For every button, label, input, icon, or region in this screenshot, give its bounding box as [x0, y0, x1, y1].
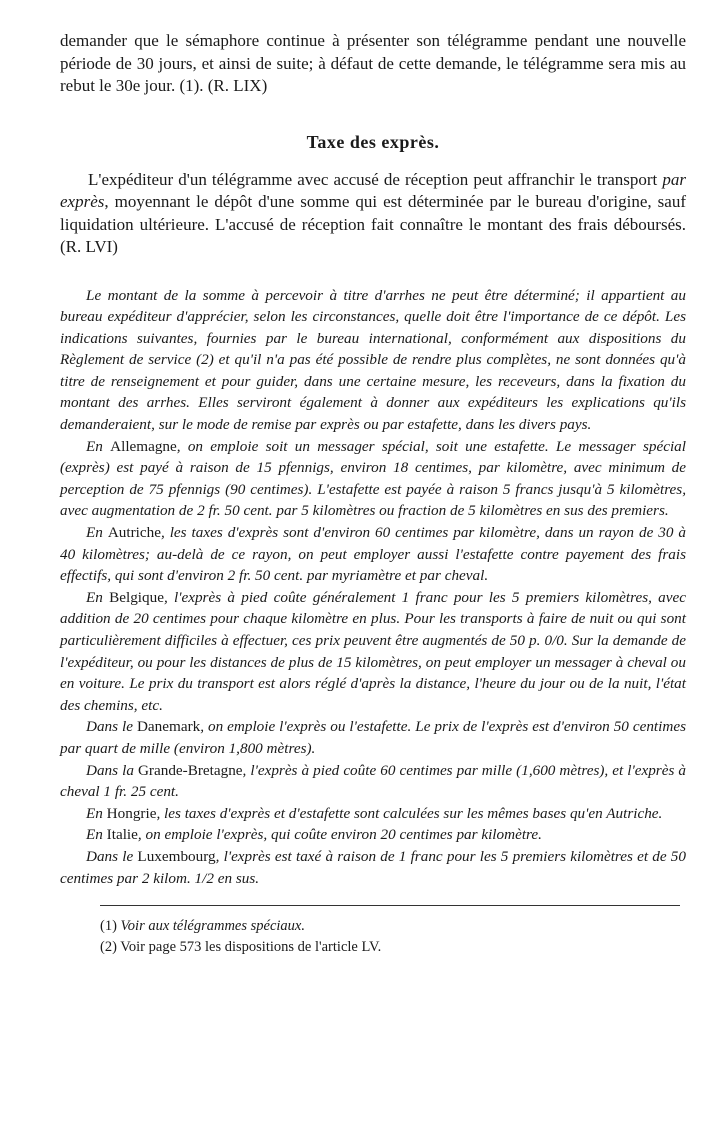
note-hongrie [60, 803, 686, 825]
footnote-lead: Voir page 573 [120, 939, 202, 956]
note-italie [60, 824, 686, 846]
section-heading: Taxe des exprès. [306, 131, 440, 152]
country-name: Danemark [136, 718, 201, 736]
note-text: , les taxes d'exprès sont d'environ 60 centimes par kilomètre, dans un rayon de 30 à 40 kilomètres; au-delà de ce rayon, on peut employer aussi l'estafette contre payement des frais effectifs, qui sont d'environ 2 fr. 50 cent. par myriamètre et par cheval. [60, 524, 686, 585]
footnote-text: Voir aux télégrammes spéciaux. [120, 918, 305, 935]
country-name: Grande-Bretagne [137, 761, 243, 779]
page [60, 30, 686, 958]
notes-block [60, 285, 686, 890]
main-paragraph-emphasis: par exprès [60, 169, 686, 211]
country-name: Luxembourg [137, 847, 216, 865]
note-luxembourg [60, 846, 686, 889]
note-lead: Dans le [86, 847, 138, 865]
note-text: , on emploie l'exprès, qui coûte environ 20 centimes par kilomètre. [137, 826, 542, 844]
note-lead: En [86, 588, 110, 606]
country-name: Hongrie [106, 804, 157, 822]
note-text: , les taxes d'exprès et d'estafette sont calculées sur les mêmes bases qu'en Autriche. [156, 804, 663, 822]
note-lead: Dans le [86, 718, 137, 736]
intro-paragraph: demander que le sémaphore continue à présenter son télégramme pendant une nouvelle période de 30 jours, et ainsi de suite; à défaut de cette demande, le télégramme sera mis au rebut le 30e jour. (1). (R. LIX) [60, 31, 686, 95]
note-lead: En [86, 826, 107, 844]
main-paragraph [60, 169, 686, 259]
note-danemark [60, 716, 686, 759]
footnote-text: les dispositions de l'article LV. [205, 939, 382, 956]
note-allemagne [60, 436, 686, 522]
note-text: Le montant de la somme à percevoir à titre d'arrhes ne peut être déterminé; il appartient au bureau expéditeur d'apprécier, selon les circonstances, quelle doit être l'importance de ce dépôt. Les indications suivantes, fournies par le bureau international, conformément aux dispositions du Règlement de service (2) et qu'il n'a pas été possible de rendre plus complètes, ne sont données qu'à titre de renseignement et pour guider, dans une certaine mesure, les receveurs, dans la fixation du montant des arrhes. Elles serviront également à donner aux expéditeurs les explications qu'ils demanderaient, sur le mode de remise par exprès ou par estafette, dans les divers pays. [60, 286, 686, 434]
note-belgique [60, 587, 686, 717]
note-text: , on emploie soit un messager spécial, soit une estafette. Le messager spécial (exprès) est payé à raison de 15 pfennigs, environ 18 centimes, par kilomètre, avec minimum de perception de 75 pfennigs (90 centimes). L'estafette est payée à raison 5 francs jusqu'à 5 kilomètres, avec augmentation de 2 fr. 50 cent. par 5 kilomètres ou fraction de 5 kilomètres en sus des premiers. [60, 437, 686, 520]
country-name: Belgique [109, 588, 164, 606]
note-text: , l'exprès à pied coûte 60 centimes par mille (1,600 mètres), et l'exprès à cheval 1 fr. 25 cent. [60, 761, 686, 801]
note-autriche [60, 522, 686, 587]
note-paragraph [60, 285, 686, 436]
main-paragraph-before: L'expéditeur d'un télégramme avec accusé de réception peut affranchir le transport [88, 169, 663, 189]
footnote-2 [100, 937, 686, 958]
country-name: Italie [106, 826, 138, 844]
note-lead: En [86, 524, 108, 542]
footnote-divider [100, 905, 680, 906]
note-lead: Dans la [86, 761, 138, 779]
country-name: Autriche [107, 524, 161, 542]
country-name: Allemagne [110, 437, 177, 455]
footnote-1 [100, 916, 686, 937]
note-grande-bretagne [60, 760, 686, 803]
note-lead: En [86, 804, 107, 822]
note-text: , l'exprès à pied coûte généralement 1 franc pour les 5 premiers kilomètres, avec addition de 20 centimes pour chaque kilomètre en plus. Pour les transports à faire de nuit ou qui sont particulièrement difficiles à effectuer, ces prix peuvent être augmentés de 50 p. 0/0. Sur la demande de l'expéditeur, ou pour les distances de plus de 15 kilomètres, on peut employer un messager à cheval ou en voiture. Le prix du transport est alors réglé d'après la distance, l'heure du jour ou de la nuit, l'état des chemins, etc. [60, 588, 686, 714]
main-paragraph-after: , moyennant le dépôt d'une somme qui est déterminée par le bureau d'origine, sauf liquidation ultérieure. L'accusé de réception fait connaître le montant des frais déboursés. (R. LVI) [60, 192, 686, 256]
footnote-number: (1) [100, 918, 117, 935]
note-lead: En [86, 437, 111, 455]
note-text: , on emploie l'exprès ou l'estafette. Le prix de l'exprès est d'environ 50 centimes par quart de mille (environ 1,800 mètres). [60, 718, 686, 757]
note-text: , l'exprès est taxé à raison de 1 franc pour les 5 premiers kilomètres et de 50 centimes par 2 kilom. 1/2 en sus. [60, 847, 686, 887]
footnote-number: (2) [100, 939, 117, 956]
